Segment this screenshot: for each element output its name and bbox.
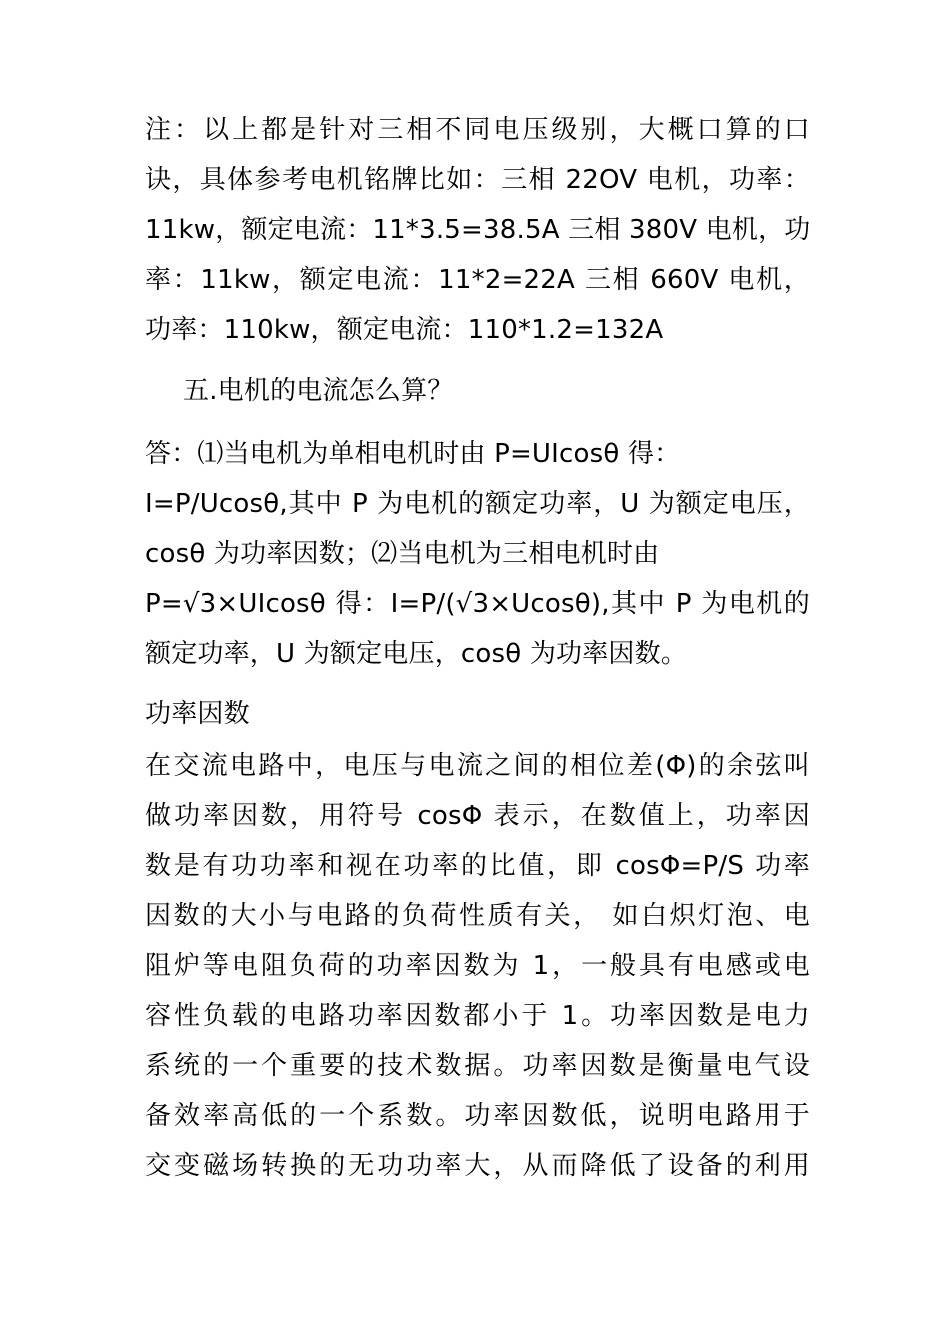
text-line: 答：⑴当电机为单相电机时由 P=UIcosθ 得：	[145, 439, 681, 469]
text-line: 注：以上都是针对三相不同电压级别，大概口算的口	[145, 115, 810, 145]
text-line: 阻炉等电阻负荷的功率因数为 1，一般具有电感或电	[145, 951, 810, 981]
text-line: 率：11kw，额定电流：11*2=22A 三相 660V 电机，	[145, 265, 810, 295]
section-heading: 五.电机的电流怎么算？	[183, 376, 454, 406]
text-line: 交变磁场转换的无功功率大，从而降低了设备的利用	[145, 1151, 810, 1181]
text-line: 做功率因数，用符号 cosΦ 表示，在数值上，功率因	[145, 801, 810, 831]
text-line: 额定功率，U 为额定电压，cosθ 为功率因数。	[145, 639, 688, 669]
text-line: 11kw，额定电流：11*3.5=38.5A 三相 380V 电机，功	[145, 215, 811, 245]
text-line: 数是有功功率和视在功率的比值，即 cosΦ=P/S 功率	[145, 851, 810, 881]
text-line: 备效率高低的一个系数。功率因数低，说明电路用于	[145, 1101, 810, 1131]
text-line: P=√3×UIcosθ 得：I=P/(√3×Ucosθ),其中 P 为电机的	[145, 589, 810, 619]
text-line: 诀，具体参考电机铭牌比如：三相 22OV 电机，功率：	[145, 165, 810, 195]
text-line: 在交流电路中，电压与电流之间的相位差(Φ)的余弦叫	[145, 751, 810, 781]
text-line: 因数的大小与电路的负荷性质有关， 如白炽灯泡、电	[145, 901, 810, 931]
text-line: 系统的一个重要的技术数据。功率因数是衡量电气设	[145, 1051, 810, 1081]
text-line: I=P/Ucosθ,其中 P 为电机的额定功率，U 为额定电压，	[145, 489, 810, 519]
text-line: 功率：110kw，额定电流：110*1.2=132A	[145, 315, 664, 345]
section-heading: 功率因数	[145, 699, 250, 729]
text-line: 容性负载的电路功率因数都小于 1。功率因数是电力	[145, 1001, 810, 1031]
text-line: cosθ 为功率因数；⑵当电机为三相电机时由	[145, 539, 660, 569]
